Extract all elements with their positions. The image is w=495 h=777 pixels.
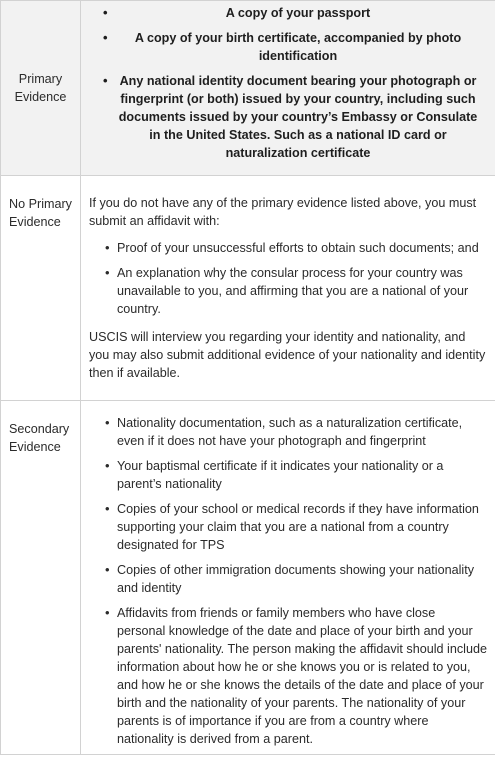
list-item: • Nationality documentation, such as a naturalization certificate, even if it does not have your photograph and fingerprint [89,414,487,450]
list-item: • Copies of your school or medical records if they have information supporting your claim that you are a national from a country designated for TPS [89,500,487,554]
table-row-secondary-evidence [1,401,495,755]
list-item: • Affidavits from friends or family members who have close personal knowledge of the date and place of your birth and your parents' nationality. The person making the affidavit should include information about how he or she knows you or is related to you, and how he or she knows the details of the date and place of your birth and the nationality of your parents. The nationality of your parents is of importance if you are from a country where nationality is derived from a parent. [89,604,487,748]
list-item: • Any national identity document bearing your photograph or fingerprint (or both) issued by your country, including such documents issued by your country’s Embassy or Consulate in the United States. Such as a national ID card or naturalization certificate [89,72,487,162]
row-label-secondary-evidence: Secondary Evidence [1,401,81,755]
uscis-interview-text: USCIS will interview you regarding your identity and nationality, and you may also submit additional evidence of your nationality and identity then if available. [89,330,486,380]
list-item: • An explanation why the consular process for your country was unavailable to you, and affirming that you are a national of your country. [89,264,487,318]
list-item: • Your baptismal certificate if it indicates your nationality or a parent’s nationality [89,457,487,493]
row-label-no-primary-evidence: No Primary Evidence [1,176,81,401]
affidavit-intro-text: If you do not have any of the primary evidence listed above, you must submit an affidavit with: [89,196,477,228]
secondary-evidence-content [81,401,495,755]
primary-evidence-list [89,1,487,175]
list-item: • Proof of your unsuccessful efforts to obtain such documents; and [89,239,487,257]
secondary-evidence-list [89,414,487,748]
no-primary-evidence-content [81,176,495,401]
table-row-primary-evidence [1,1,495,176]
table-row-no-primary-evidence [1,176,495,401]
list-item: • A copy of your passport [89,4,487,22]
list-item: • Copies of other immigration documents showing your nationality and identity [89,561,487,597]
primary-evidence-content [81,1,495,176]
row-label-primary-evidence: Primary Evidence [1,1,81,176]
affidavit-requirements-list [89,239,487,318]
list-item: • A copy of your birth certificate, accompanied by photo identification [89,29,487,65]
